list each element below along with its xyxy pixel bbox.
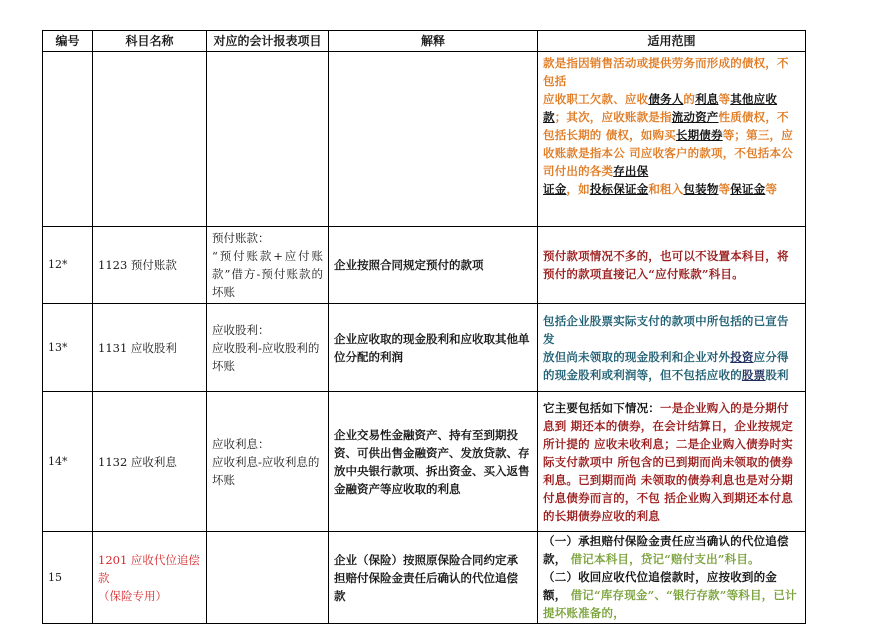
row-scope xyxy=(538,304,806,392)
scope-text-segment: 流动资产 xyxy=(671,110,719,124)
header-no: 编号 xyxy=(43,31,93,52)
row-report-item xyxy=(207,52,329,227)
table-header-row xyxy=(43,31,806,52)
scope-text-segment: 一是企业购入的是分期付息到 期还本的债券，在会计结算日，企业按规定所计提的 应收未收利息；二是企业购入债券时实际支付款项中 所包含的已到期而尚未领取的债券利息。已到期而尚 未领取的债券利息也是对分期付息债券而言的，不包 括企业购入到期还本付息的长期债券应收的利息 xyxy=(543,400,793,523)
row-explanation xyxy=(329,52,538,227)
accounting-subjects-table xyxy=(42,30,806,624)
row-name: 1201 应收代位追偿款 （保险专用） xyxy=(93,532,207,624)
scope-text-segment: 和租入 xyxy=(648,182,684,196)
scope-text-segment: 借记“库存现金”、“银行存款”等科目，已计提坏账准备的， xyxy=(543,588,797,620)
scope-text-segment: 包括企业股票实际支付的款项中所包括的已宣告发 xyxy=(543,313,789,346)
scope-text-segment: 的 xyxy=(683,92,696,106)
row-no: 14* xyxy=(43,392,93,532)
scope-text-segment: 存出保 xyxy=(613,164,649,178)
header-report-item: 对应的会计报表项目 xyxy=(207,31,329,52)
scope-text-segment: 投资 xyxy=(730,349,754,364)
scope-text-segment: 证金 xyxy=(543,182,567,196)
row-explanation: 企业按照合同规定预付的款项 xyxy=(329,227,538,304)
table-row xyxy=(43,532,806,624)
scope-text-segment: 应分得的现金股利或利润等，但不包括应收的 xyxy=(543,349,789,382)
header-name: 科目名称 xyxy=(93,31,207,52)
row-explanation: 企业应收取的现金股利和应收取其他单位分配的利润 xyxy=(329,304,538,392)
table-row xyxy=(43,227,806,304)
row-report-item: 应收股利： 应收股利-应收股利的 坏账 xyxy=(207,304,329,392)
scope-text-segment: 等 xyxy=(718,182,731,196)
scope-text-segment: ；其次，应收账款是指 xyxy=(554,110,672,124)
scope-text-segment: 应收职工欠款、应收 xyxy=(543,92,649,106)
row-name xyxy=(93,52,207,227)
row-no: 12* xyxy=(43,227,93,304)
table-row xyxy=(43,392,806,532)
scope-text-segment: 股票 xyxy=(741,367,766,382)
row-explanation: 企业交易性金融资产、持有至到期投资、可供出售金融资产、发放贷款、存放中央银行款项、拆出资金、买入返售金融资产等应收取的利息 xyxy=(329,392,538,532)
scope-text-segment: 债务人 xyxy=(648,92,684,106)
scope-text-segment: 投标保证金 xyxy=(589,182,649,196)
row-scope xyxy=(538,52,806,227)
header-explanation: 解释 xyxy=(329,31,538,52)
scope-text-segment: 保证金 xyxy=(730,182,766,196)
row-scope xyxy=(538,392,806,532)
scope-text-segment: 包装物 xyxy=(683,182,719,196)
row-report-item: 应收利息： 应收利息-应收利息的 坏账 xyxy=(207,392,329,532)
scope-text-segment: 预付款项情况不多的，也可以不设置本科目，将 预付的款项直接记入“应付账款”科目。 xyxy=(543,249,789,281)
table-row xyxy=(43,52,806,227)
row-report-item xyxy=(207,532,329,624)
row-no: 15 xyxy=(43,532,93,624)
scope-text-segment: （二）收回应收代位追偿款时，应按收到的金额， xyxy=(543,570,777,602)
scope-text-segment: 等 xyxy=(718,92,731,106)
scope-text-segment: 其他应收款 xyxy=(543,92,778,124)
row-report-item: 预付账款： “预付账款+应付账款”借方-预付账款的坏账 xyxy=(207,227,329,304)
scope-text-segment: 放但尚未领取的现金股利和企业对外 xyxy=(543,349,731,364)
scope-text-segment: 借记本科目，贷记“赔付支出”科目。 xyxy=(570,552,760,566)
scope-text-segment: ，如 xyxy=(566,182,590,196)
scope-text-segment: 性质债权，不包括长期的 债权，如购买 xyxy=(543,110,789,142)
row-explanation: 企业（保险）按照原保险合同约定承 担赔付保险金责任后确认的代位追偿 款 xyxy=(329,532,538,624)
scope-text-segment: 股利 xyxy=(765,367,789,382)
row-no: 13* xyxy=(43,304,93,392)
row-name: 1131 应收股利 xyxy=(93,304,207,392)
scope-text-segment: 等 xyxy=(765,182,778,196)
row-name: 1123 预付账款 xyxy=(93,227,207,304)
row-name: 1132 应收利息 xyxy=(93,392,207,532)
scope-text-segment: 利息 xyxy=(695,92,719,106)
scope-text-segment: 长期债券 xyxy=(675,128,723,142)
row-scope xyxy=(538,532,806,624)
scope-text-segment: （一）承担赔付保险金责任应当确认的代位追偿款， xyxy=(543,534,789,566)
row-no xyxy=(43,52,93,227)
row-scope xyxy=(538,227,806,304)
scope-text-segment: 款是指因销售活动或提供劳务而形成的债权，不包括 xyxy=(543,56,789,88)
table-row xyxy=(43,304,806,392)
scope-text-segment: 它主要包括如下情况： xyxy=(543,400,660,415)
scope-text-segment: 等；第三，应收账款是指本公 司应收客户的款项，不包括本公司付出的各类 xyxy=(543,128,793,178)
header-scope: 适用范围 xyxy=(538,31,806,52)
